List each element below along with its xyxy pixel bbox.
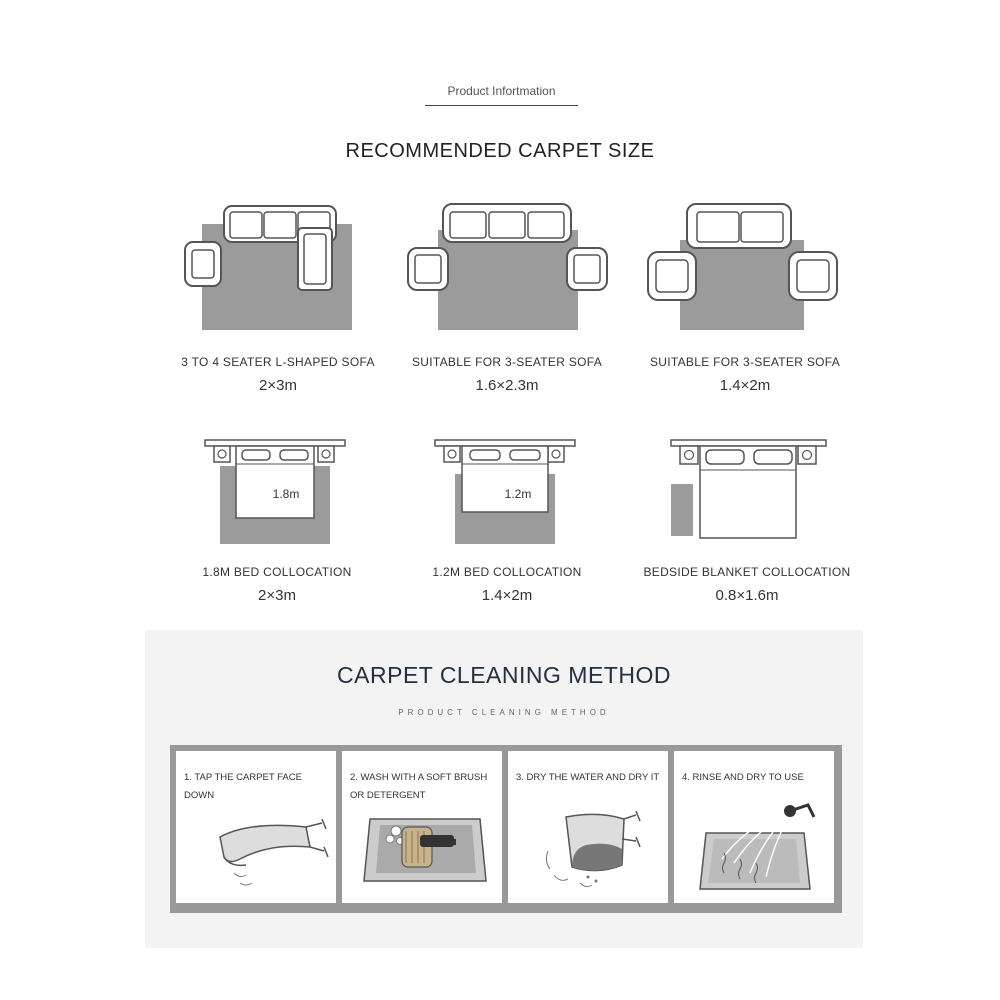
cleaning-subtitle: PRODUCT CLEANING METHOD (398, 708, 610, 717)
page-title: RECOMMENDED CARPET SIZE (345, 140, 655, 162)
size-option-6 (637, 565, 857, 604)
three-seater-sofa-diagram-small (645, 200, 840, 335)
size-option-3 (635, 355, 855, 394)
cleaning-step-text: 1. TAP THE CARPET FACE DOWN (184, 772, 302, 801)
size-option-dimensions: 1.4×2m (719, 377, 771, 394)
brush-carpet-illustration (360, 811, 490, 891)
size-option-dimensions: 1.4×2m (481, 587, 533, 604)
l-shaped-sofa-diagram (180, 200, 360, 335)
section-label: Product Infortmation (447, 84, 556, 98)
size-option-name: SUITABLE FOR 3-SEATER SOFA (649, 355, 841, 369)
cleaning-step-4 (674, 751, 834, 903)
size-option-name: SUITABLE FOR 3-SEATER SOFA (411, 355, 603, 369)
cleaning-step-3 (508, 751, 668, 903)
size-option-2 (397, 355, 617, 394)
wring-carpet-illustration (538, 805, 648, 895)
flip-carpet-illustration (210, 807, 330, 891)
size-option-dimensions: 2×3m (259, 377, 297, 394)
size-option-name: BEDSIDE BLANKET COLLOCATION (643, 565, 851, 579)
bed-size-label: 1.8m (272, 487, 300, 501)
section-divider (425, 105, 578, 106)
size-option-dimensions: 1.6×2.3m (475, 377, 539, 394)
size-option-dimensions: 2×3m (258, 587, 296, 604)
cleaning-step-1 (176, 751, 336, 903)
size-option-1 (168, 355, 388, 394)
size-option-name: 1.2M BED COLLOCATION (432, 565, 582, 579)
cleaning-step-2 (342, 751, 502, 903)
size-option-4 (167, 565, 387, 604)
bed-size-label: 1.2m (504, 487, 532, 501)
size-option-name: 3 TO 4 SEATER L-SHAPED SOFA (181, 355, 375, 369)
cleaning-title: CARPET CLEANING METHOD (337, 662, 671, 688)
bed-1-8m-diagram (200, 436, 350, 546)
rinse-carpet-illustration (694, 803, 824, 893)
cleaning-step-text: 4. RINSE AND DRY TO USE (682, 772, 804, 783)
bed-1-2m-diagram (430, 436, 580, 546)
size-option-dimensions: 0.8×1.6m (715, 587, 779, 604)
cleaning-steps-frame (170, 745, 842, 913)
size-option-5 (397, 565, 617, 604)
cleaning-step-text: 3. DRY THE WATER AND DRY IT (516, 772, 660, 783)
bedside-blanket-diagram (666, 436, 831, 546)
three-seater-sofa-diagram-large (405, 200, 610, 335)
size-option-name: 1.8M BED COLLOCATION (202, 565, 352, 579)
cleaning-step-text: 2. WASH WITH A SOFT BRUSH OR DETERGENT (350, 772, 488, 801)
